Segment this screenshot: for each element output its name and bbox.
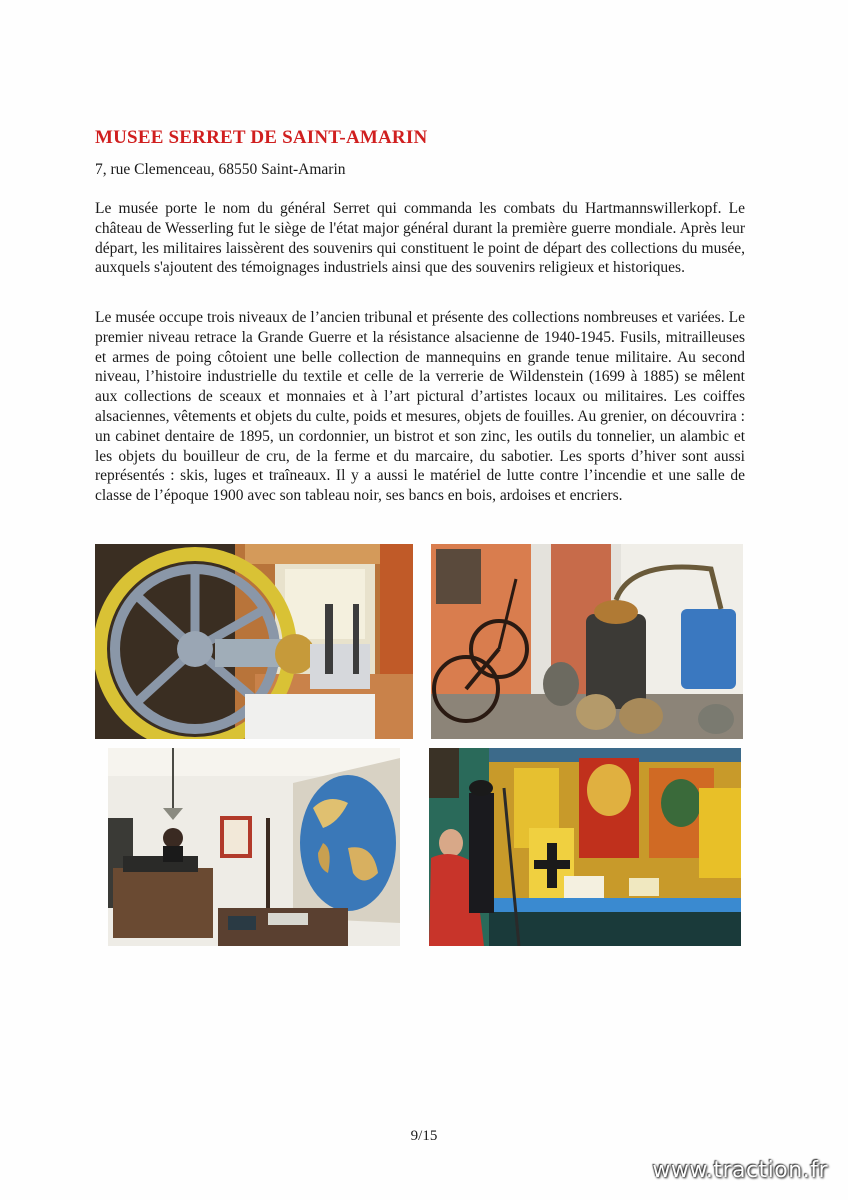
page-number: 9/15 (410, 1128, 438, 1144)
photo-religious-objects (429, 748, 741, 946)
photo-bicycle-distillery (431, 544, 743, 739)
site-watermark: www.traction.fr (652, 1158, 828, 1183)
paragraph-history: Le musée porte le nom du général Serret qui commanda les combats du Hartmannswillerkopf. Le château de Wesserling fut le siège de l'état major général durant la première guerre mondiale. Après leur départ, les militaires laissèrent des souvenirs qui constituent le point de départ des collections du musée, auxquels s'ajoutent des témoignages industriels ainsi que des souvenirs religieux et historiques. (95, 200, 745, 277)
museum-address: 7, rue Clemenceau, 68550 Saint-Amarin (95, 161, 346, 178)
paragraph-collections: Le musée occupe trois niveaux de l’ancien tribunal et présente des collections nombreuses et variées. Le premier niveau retrace la Grande Guerre et la résistance alsacienne de 1940-1945. Fusils, mitrailleuses et armes de poing côtoient une belle collection de mannequins en grande tenue militaire. Au second niveau, l’histoire industrielle du textile et celle de la verrerie de Wildenstein (1699 à 1885) se mêlent aux collections de sceaux et monnaies et à l’art pictural d’artistes locaux ou militaires. Les coiffes alsaciennes, vêtements et objets du culte, poids et mesures, objets de fouilles. Au grenier, on découvrira : un cabinet dentaire de 1895, un cordonnier, un bistrot et son zinc, les outils du tonnelier, un alambic et les objets du bouilleur de cru, de la ferme et du marcaire, du sabotier. Les sports d’hiver sont aussi représentés : skis, luges et traîneaux. Il y a aussi le matériel de lutte contre l’incendie et une salle de classe de l’époque 1900 avec son tableau noir, ses bancs en bois, ardoises et encriers. (95, 309, 745, 505)
page-title: MUSEE SERRET DE SAINT-AMARIN (95, 127, 428, 148)
photo-classroom (108, 748, 400, 946)
photo-steam-engine (95, 544, 413, 739)
